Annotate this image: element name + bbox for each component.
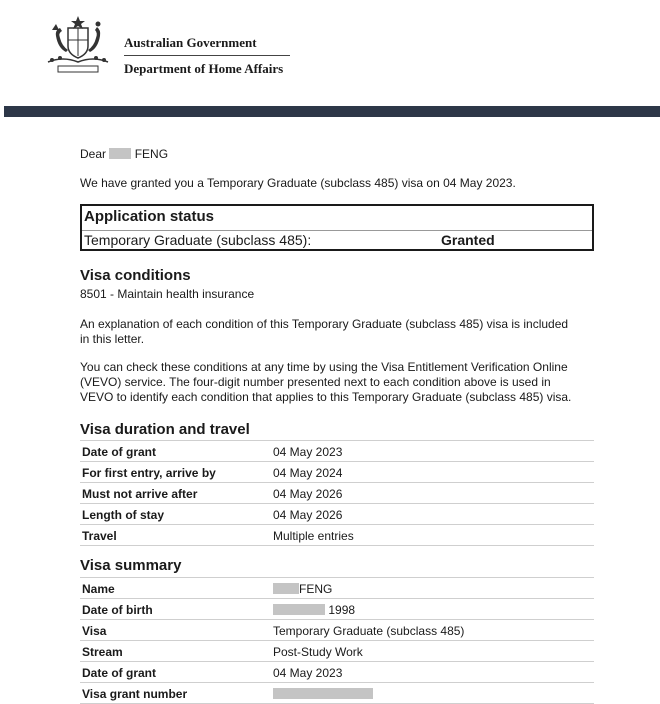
duration-table <box>80 440 594 546</box>
row-label: Travel <box>82 529 117 543</box>
redacted-birth-date <box>273 604 325 615</box>
redacted-given-name <box>109 148 131 159</box>
row-label: Visa grant number <box>82 687 188 701</box>
status-title: Application status <box>84 208 215 225</box>
table-row <box>80 483 594 504</box>
coat-of-arms-icon <box>38 14 118 76</box>
row-label: Date of birth <box>82 603 153 617</box>
row-value: 04 May 2023 <box>273 445 343 459</box>
row-value: 04 May 2023 <box>273 666 343 680</box>
intro-text: We have granted you a Temporary Graduate (subclass 485) visa on 04 May 2023. <box>80 176 516 190</box>
table-row <box>80 662 594 683</box>
birth-year: 1998 <box>328 603 356 617</box>
row-label: Visa <box>82 624 107 638</box>
paragraph-line: in this letter. <box>80 332 145 346</box>
table-row <box>80 504 594 525</box>
paragraph-line: VEVO to identify each condition that applies to this Temporary Graduate (subclass 485) visa. <box>80 390 572 404</box>
table-row <box>80 462 594 483</box>
row-label: Must not arrive after <box>82 487 198 501</box>
status-value: Granted <box>441 232 495 248</box>
table-row <box>80 441 594 462</box>
row-label: Date of grant <box>82 666 157 680</box>
row-value <box>273 687 373 701</box>
row-value <box>273 582 332 596</box>
visa-conditions-heading: Visa conditions <box>80 267 191 284</box>
surname: FENG <box>134 147 169 161</box>
org-name: Australian Government <box>124 35 257 50</box>
paragraph-line: You can check these conditions at any time by using the Visa Entitlement Verification Online <box>80 360 568 374</box>
row-value <box>273 603 355 617</box>
conditions-paragraph-1 <box>80 317 568 347</box>
greeting: Dear <box>80 147 107 161</box>
redacted-grant-number <box>273 688 373 699</box>
department-name: Department of Home Affairs <box>124 61 284 76</box>
table-row <box>80 525 594 546</box>
row-value: Multiple entries <box>273 529 354 543</box>
application-status-box <box>80 204 594 251</box>
summary-heading: Visa summary <box>80 557 182 574</box>
status-label: Temporary Graduate (subclass 485): <box>84 232 312 248</box>
header-band <box>4 106 660 117</box>
greeting-line <box>80 147 168 162</box>
row-value: 04 May 2026 <box>273 508 343 522</box>
redacted-given-name <box>273 583 299 594</box>
condition-item: 8501 - Maintain health insurance <box>80 287 255 301</box>
table-row <box>80 578 594 599</box>
divider <box>82 230 592 231</box>
row-label: Date of grant <box>82 445 157 459</box>
row-label: Name <box>82 582 115 596</box>
paragraph-line: An explanation of each condition of this Temporary Graduate (subclass 485) visa is included <box>80 317 569 331</box>
row-value: Post-Study Work <box>273 645 363 659</box>
table-row <box>80 641 594 662</box>
summary-table <box>80 577 594 704</box>
divider <box>124 55 290 56</box>
paragraph-line: (VEVO) service. The four-digit number presented next to each condition above is used in <box>80 375 551 389</box>
row-value: Temporary Graduate (subclass 485) <box>273 624 465 638</box>
row-label: Length of stay <box>82 508 165 522</box>
table-row <box>80 683 594 704</box>
conditions-paragraph-2 <box>80 360 571 405</box>
row-label: Stream <box>82 645 123 659</box>
table-row <box>80 620 594 641</box>
row-label: For first entry, arrive by <box>82 466 216 480</box>
table-row <box>80 599 594 620</box>
surname-value: FENG <box>299 582 333 596</box>
letterhead <box>0 0 660 112</box>
row-value: 04 May 2026 <box>273 487 343 501</box>
row-value: 04 May 2024 <box>273 466 343 480</box>
duration-heading: Visa duration and travel <box>80 421 250 438</box>
